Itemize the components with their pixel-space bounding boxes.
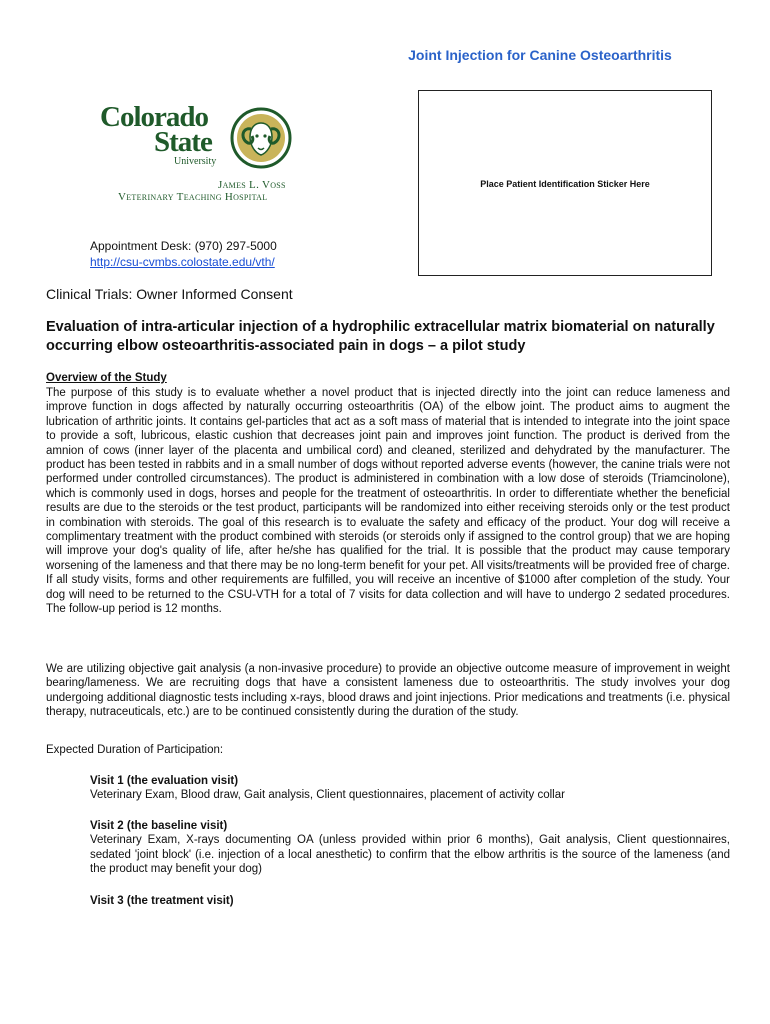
csu-vth-logo (100, 103, 300, 203)
logo-hospital-type: Veterinary Teaching Hospital (118, 191, 268, 203)
logo-colorado-text: Colorado (100, 101, 208, 133)
visit-description: Veterinary Exam, Blood draw, Gait analysis, Client questionnaires, placement of activity collar (90, 789, 565, 802)
vth-website-link[interactable]: http://csu-cvmbs.colostate.edu/vth/ (90, 255, 275, 269)
sticker-label: Place Patient Identification Sticker Here (480, 179, 650, 189)
visit-title: Visit 1 (the evaluation visit) (90, 775, 239, 787)
visit-title: Visit 3 (the treatment visit) (90, 895, 234, 907)
visit-title: Visit 2 (the baseline visit) (90, 820, 228, 832)
visit-description: Veterinary Exam, X-rays documenting OA (unless provided within prior 6 months), Gait analysis, Client questionnaires, sedated 'joint block' (i.e. injection of a local anesthetic) to confirm that the elbow arthritis is the source of the lameness (and the product may benefit your dog) (90, 834, 730, 876)
appointment-desk-phone: Appointment Desk: (970) 297-5000 (90, 239, 277, 253)
visit-item (90, 774, 730, 803)
overview-paragraph-2: We are utilizing objective gait analysis (a non-invasive procedure) to provide an objective outcome measure of improvement in weight bearing/lameness. We are recruiting dogs that have a consistent lameness due to osteoarthritis. The study involves your dog undergoing additional diagnostic tests including x-rays, blood draws and joint injections. Prior medications and treatments (i.e. physical therapy, nutraceuticals, etc.) are to be continued consistently during the duration of the study. (46, 663, 730, 719)
patient-sticker-box (418, 90, 712, 276)
visit-item (90, 894, 730, 908)
duration-heading: Expected Duration of Participation: (46, 744, 224, 756)
overview-heading: Overview of the Study (46, 372, 167, 384)
logo-state-text: State (154, 126, 212, 158)
ram-emblem-icon (230, 107, 292, 169)
consent-heading: Clinical Trials: Owner Informed Consent (46, 286, 293, 302)
logo-university-text: University (174, 156, 217, 167)
overview-paragraph-1: The purpose of this study is to evaluate whether a novel product that is injected directly into the joint can reduce lameness and improve function in dogs affected by naturally occurring osteoarthritis (OA) of the elbow joint. The product aims to augment the lubrication of arthritic joints. It contains gel-particles that act as a soft mass of material that is intended to integrate into the joint space to provide a soft, lubricous, elastic cushion that decreases joint pain and improves joint function. The product is derived from the amnion of cows (inner layer of the placenta and umbilical cord) and cleaned, sterilized and dehydrated by the manufacturer. The product has been tested in rabbits and in a small number of dogs without reported adverse events (however, the canine trials were not performed under controlled circumstances). The product is administered in combination with a low dose of steroids (Triamcinolone), which is commonly used in dogs, horses and people for the treatment of osteoarthritis. In order to differentiate whether the beneficial results are due to the steroids or the test product, participants will be randomized into either receiving steroids only or the test product in combination with steroids. The goal of this research is to evaluate the safety and efficacy of the product. Your dog will receive a complimentary treatment with the product combined with steroids (or steroids only if assigned to the control group) that we are hoping will improve your dog's quality of life, after he/she has qualified for the trial. It is possible that the product may cause temporary worsening of the lameness and that there may be no long-term benefit for your pet. All visits/treatments will be provided free of charge. If all study visits, forms and other requirements are fulfilled, you will receive an incentive of $1000 after completion of the study. Your dog will need to be returned to the CSU-VTH for a total of 7 visits for data collection and will have to undergo 2 sedated procedures. The follow-up period is 12 months. (46, 387, 730, 616)
logo-hospital-name: James L. Voss (218, 179, 286, 191)
document-header-title: Joint Injection for Canine Osteoarthritis (408, 47, 672, 63)
study-title: Evaluation of intra-articular injection of a hydrophilic extracellular matrix biomaterial on naturally occurring elbow osteoarthritis-associated pain in dogs – a pilot study (46, 319, 715, 354)
visit-item (90, 819, 730, 877)
